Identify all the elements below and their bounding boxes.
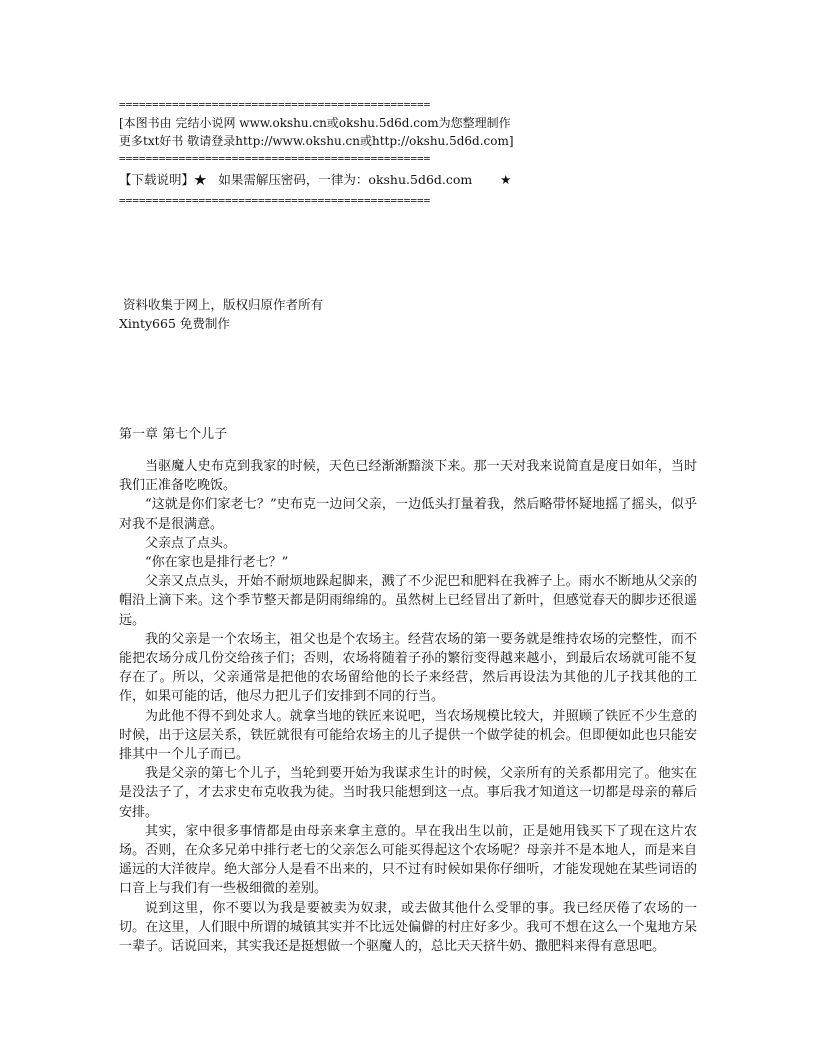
download-header	[119, 96, 697, 210]
paragraph: 父亲点了点头。	[145, 535, 237, 551]
copyright-note: 资料收集于网上，版权归原作者所有	[119, 297, 323, 312]
paragraph: “这就是你们家老七？”史布克一边问父亲，一边低头打量着我，然后略带怀疑地摇了摇头，似乎对我不是很满意。	[119, 497, 697, 532]
credits-block	[119, 295, 323, 333]
source-notice-line: [本图书由 完结小说网 www.okshu.cn或okshu.5d6d.com为您整理制作	[119, 116, 511, 130]
separator-rule: ===============================================	[119, 194, 431, 207]
separator-rule: ===============================================	[119, 98, 431, 111]
paragraph: 我是父亲的第七个儿子，当轮到要开始为我谋求生计的时候，父亲所有的关系都用完了。他实在是没法子了，才去求史布克收我为徒。当时我只能想到这一点。事后我才知道这一切都是母亲的幕后安排。	[119, 766, 697, 820]
paragraph: 我的父亲是一个农场主，祖父也是个农场主。经营农场的第一要务就是维持农场的完整性，而不能把农场分成几份交给孩子们；否则，农场将随着子孙的繁衍变得越来越小，到最后农场就可能不复存在了。所以，父亲通常是把他的农场留给他的长子来经营，然后再设法为其他的儿子找其他的工作，如果可能的话，他尽力把儿子们安排到不同的行当。	[119, 631, 697, 705]
paragraph: “你在家也是排行老七？”	[145, 555, 289, 571]
chapter-body	[119, 457, 697, 956]
producer-note: Xinty665 免费制作	[119, 316, 230, 331]
paragraph: 为此他不得不到处求人。就拿当地的铁匠来说吧，当农场规模比较大，并照顾了铁匠不少生意的时候，出于这层关系，铁匠就很有可能给农场主的儿子提供一个做学徒的机会。但即便如此也只能安排其中一个儿子而已。	[119, 708, 697, 763]
source-notice-line-2: 更多txt好书 敬请登录http://www.okshu.cn或http://okshu.5d6d.com]	[119, 134, 514, 148]
separator-rule: ===============================================	[119, 152, 431, 165]
paragraph: 说到这里，你不要以为我是要被卖为奴隶，或去做其他什么受罪的事。我已经厌倦了农场的一切。在这里，人们眼中所谓的城镇其实并不比远处偏僻的村庄好多少。我可不想在这么一个鬼地方呆一辈子。话说回来，其实我还是挺想做一个驱魔人的，总比天天挤牛奶、撒肥料来得有意思吧。	[119, 900, 697, 955]
paragraph: 当驱魔人史布克到我家的时候，天色已经渐渐黯淡下来。那一天对我来说简直是度日如年，当时我们正准备吃晚饭。	[119, 459, 697, 494]
paragraph: 父亲又点点头，开始不耐烦地跺起脚来，溅了不少泥巴和肥料在我裤子上。雨水不断地从父亲的帽沿上滴下来。这个季节整天都是阴雨绵绵的。虽然树上已经冒出了新叶，但感觉春天的脚步还很遥远。	[119, 574, 697, 628]
chapter-title: 第一章 第七个儿子	[119, 427, 228, 442]
download-instructions: 【下载说明】★ 如果需解压密码，一律为：okshu.5d6d.com ★	[119, 172, 512, 187]
paragraph: 其实，家中很多事情都是由母亲来拿主意的。早在我出生以前，正是她用钱买下了现在这片农场。否则，在众多兄弟中排行老七的父亲怎么可能买得起这个农场呢？母亲并不是本地人，而是来自遥远的大洋彼岸。绝大部分人是看不出来的，只不过有时候如果你仔细听，才能发现她在某些词语的口音上与我们有一些极细微的差别。	[119, 823, 697, 897]
